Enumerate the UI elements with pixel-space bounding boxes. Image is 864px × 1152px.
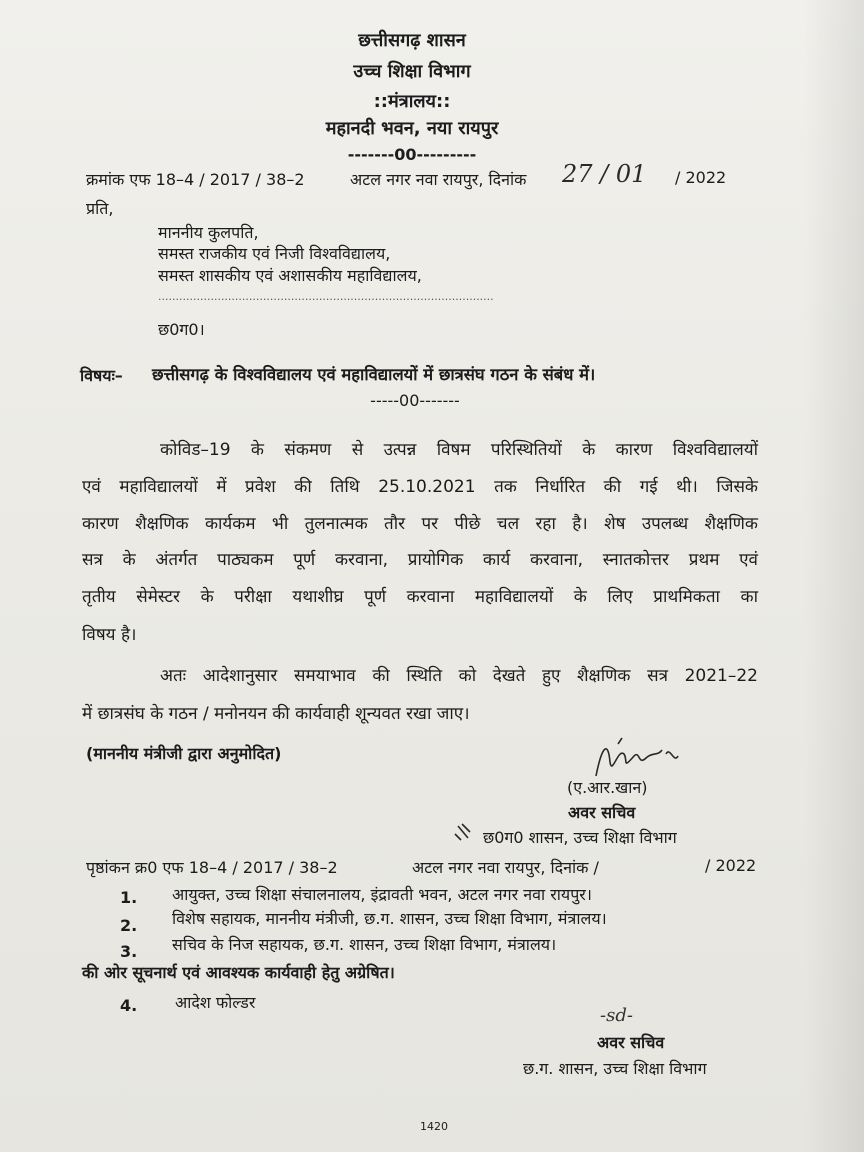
recipient-number-3: 3.: [120, 942, 138, 961]
signatory-department: छ0ग0 शासन, उच्च शिक्षा विभाग: [483, 828, 677, 847]
tick-mark-icon: [452, 822, 474, 844]
recipient-number-4: 4.: [120, 996, 138, 1015]
addressee-line-1: माननीय कुलपति,: [158, 223, 259, 242]
subject-text: छत्तीसगढ़ के विश्वविद्यालय एवं महाविद्यालयों में छात्रसंघ गठन के संबंध में।: [152, 365, 596, 384]
paragraph-2-line-2: में छात्रसंघ के गठन / मनोनयन की कार्यवाही शून्यवत रखा जाए।: [82, 704, 470, 724]
subject-label: विषयः–: [80, 366, 123, 385]
signed-mark: -sd-: [600, 1005, 633, 1026]
header-separator: -------00---------: [347, 145, 477, 164]
header-address: महानदी भवन, नया रायपुर: [325, 118, 499, 139]
handwritten-date: 27 / 01: [562, 160, 647, 188]
endorsement-number: पृष्ठांकन क्र0 एफ 18–4 / 2017 / 38–2: [86, 858, 338, 877]
recipient-text-2: विशेष सहायक, माननीय मंत्रीजी, छ.ग. शासन, उच्च शिक्षा विभाग, मंत्रालय।: [172, 909, 607, 928]
signatory-name: (ए.आर.खान): [567, 778, 648, 797]
forwarding-note: की ओर सूचनार्थ एवं आवश्यक कार्यवाही हेतु अग्रेषित।: [82, 963, 395, 982]
endorsement-year: / 2022: [705, 856, 757, 875]
paragraph-1-line-3: कारण शैक्षणिक कार्यकम भी तुलनात्मक तौर पर पीछे चल रहा है। शेष उपलब्ध शैक्षणिक: [82, 514, 758, 534]
header-department: उच्च शिक्षा विभाग: [353, 61, 471, 82]
recipient-number-2: 2.: [120, 916, 138, 935]
paragraph-1-line-2: एवं महाविद्यालयों में प्रवेश की तिथि 25.10.2021 तक निर्धारित की गई थी। जिसके: [82, 477, 758, 497]
paragraph-1-line-5: तृतीय सेमेस्टर के परीक्षा यथाशीघ्र पूर्ण करवाना महाविद्यालयों के लिए प्राथमिकता का: [82, 587, 758, 607]
page-number: 1420: [420, 1120, 448, 1133]
page-edge-shadow: [804, 0, 864, 1152]
endorsement-place: अटल नगर नवा रायपुर, दिनांक /: [412, 858, 599, 877]
prati-label: प्रति,: [86, 199, 114, 218]
addressee-dotted-line: ................................................................................................: [158, 290, 494, 303]
paragraph-1-line-6: विषय है।: [82, 625, 137, 645]
subject-separator: -----00-------: [370, 391, 460, 410]
addressee-line-2: समस्त राजकीय एवं निजी विश्वविद्यालय,: [158, 244, 391, 263]
endorsement-signatory-department: छ.ग. शासन, उच्च शिक्षा विभाग: [523, 1059, 707, 1078]
endorsement-signatory-designation: अवर सचिव: [597, 1033, 665, 1052]
recipient-text-1: आयुक्त, उच्च शिक्षा संचालनालय, इंद्रावती भवन, अटल नगर नवा रायपुर।: [172, 885, 592, 904]
header-government: छत्तीसगढ़ शासन: [358, 30, 466, 51]
recipient-text-4: आदेश फोल्डर: [175, 993, 256, 1012]
reference-number: क्रमांक एफ 18–4 / 2017 / 38–2: [86, 170, 305, 189]
recipient-text-3: सचिव के निज सहायक, छ.ग. शासन, उच्च शिक्षा विभाग, मंत्रालय।: [172, 935, 557, 954]
reference-year: / 2022: [675, 168, 727, 187]
paragraph-2-line-1: अतः आदेशानुसार समयाभाव की स्थिति को देखते हुए शैक्षणिक सत्र 2021–22: [160, 666, 758, 686]
header-ministry: ::मंत्रालय::: [373, 91, 451, 112]
paragraph-1-line-4: सत्र के अंतर्गत पाठ्यकम पूर्ण करवाना, प्रायोगिक कार्य करवाना, स्नातकोत्तर प्रथम एवं: [82, 550, 758, 570]
recipient-number-1: 1.: [120, 888, 138, 907]
addressee-line-3: समस्त शासकीय एवं अशासकीय महाविद्यालय,: [158, 266, 422, 285]
paragraph-1-line-1: कोविड–19 के संकमण से उत्पन्न विषम परिस्थितियों के कारण विश्वविद्यालयों: [160, 440, 758, 460]
approval-note: (माननीय मंत्रीजी द्वारा अनुमोदित): [86, 744, 282, 763]
reference-place: अटल नगर नवा रायपुर, दिनांक: [350, 170, 527, 189]
addressee-state: छ0ग0।: [158, 320, 205, 339]
signatory-designation: अवर सचिव: [568, 803, 636, 822]
